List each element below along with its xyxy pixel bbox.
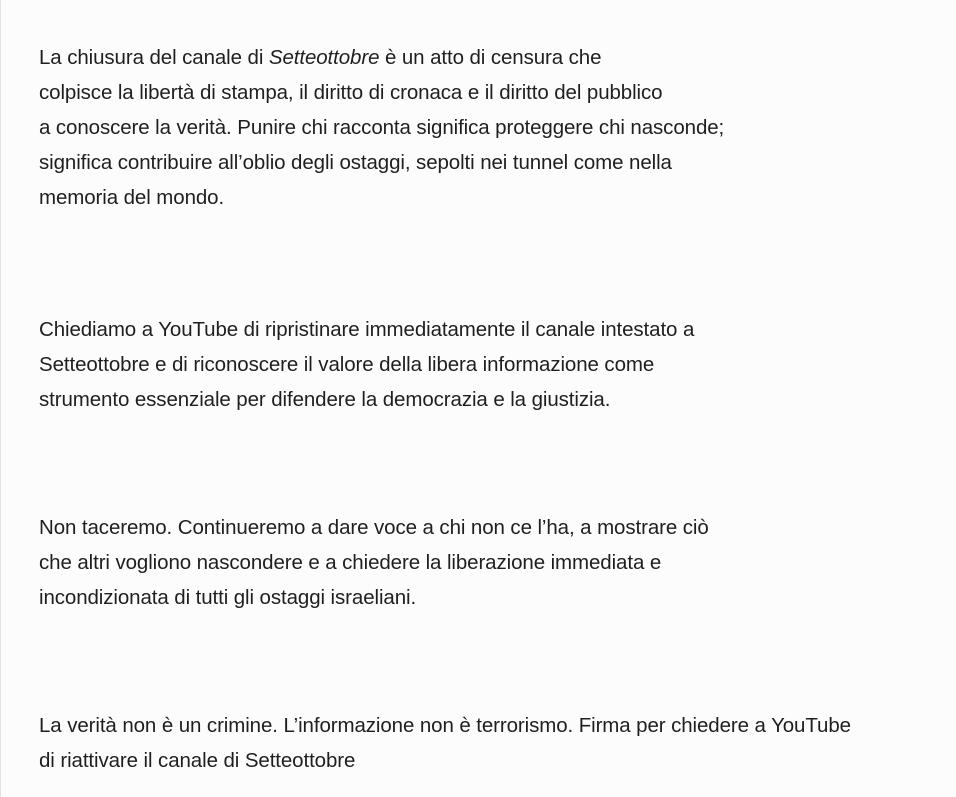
text-line: che altri vogliono nascondere e a chiedere la liberazione immediata e xyxy=(39,551,662,574)
page-left-border xyxy=(0,0,1,797)
text-line: Chiediamo a YouTube di ripristinare immediatamente il canale intestato a xyxy=(39,318,695,341)
text-line: strumento essenziale per difendere la democrazia e la giustizia. xyxy=(39,388,611,411)
text-line xyxy=(39,40,724,75)
paragraph-call-to-action xyxy=(39,708,851,778)
text-line: memoria del mondo. xyxy=(39,186,225,209)
paragraph-commitment xyxy=(39,510,709,615)
text-span: La chiusura del canale di xyxy=(39,46,269,69)
text-line: incondizionata di tutti gli ostaggi israeliani. xyxy=(39,586,417,609)
channel-name-emphasis: Setteottobre xyxy=(268,46,380,69)
text-line: Non taceremo. Continueremo a dare voce a chi non ce l’ha, a mostrare ciò xyxy=(39,516,709,539)
text-line: colpisce la libertà di stampa, il diritto di cronaca e il diritto del pubblico xyxy=(39,81,663,104)
text-span: è un atto di censura che xyxy=(379,46,602,69)
text-line: a conoscere la verità. Punire chi racconta significa proteggere chi nasconde; xyxy=(39,116,725,139)
text-line: La verità non è un crimine. L’informazione non è terrorismo. Firma per chiedere a YouTube xyxy=(39,714,851,737)
paragraph-request xyxy=(39,312,694,417)
text-line: significa contribuire all’oblio degli ostaggi, sepolti nei tunnel come nella xyxy=(39,151,672,174)
text-line: Setteottobre e di riconoscere il valore della libera informazione come xyxy=(39,353,655,376)
text-line: di riattivare il canale di Setteottobre xyxy=(39,749,356,772)
paragraph-censorship xyxy=(39,40,724,215)
